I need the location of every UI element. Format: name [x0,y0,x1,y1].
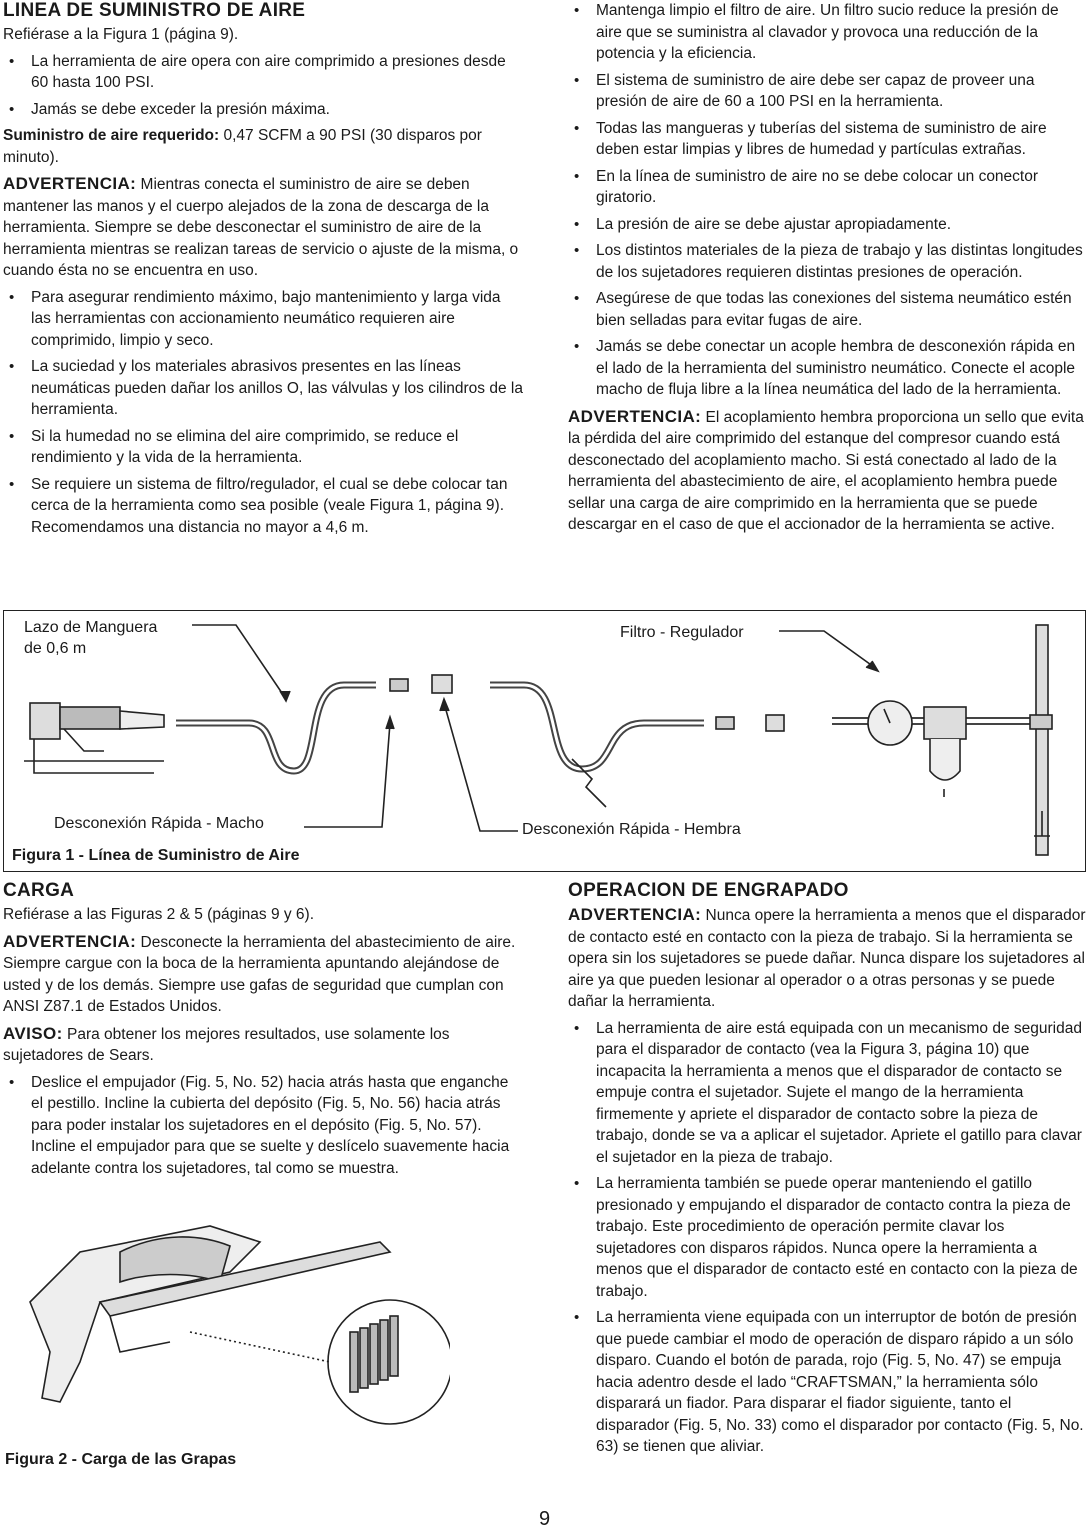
list-item: • Los distintos materiales de la pieza de trabajo y las distintas longitudes de los sujetadores requieren distintas presiones de operación. [568,240,1086,283]
list-item: • Para asegurar rendimiento máximo, bajo mantenimiento y larga vida las herramientas con accionamiento neumático requieren aire comprimido, limpio y seco. [3,287,523,352]
section-linea-suministro-cont [568,0,1086,541]
filter-regulator-label: Filtro - Regulador [620,624,744,641]
figure-reference: Refiérase a la Figura 1 (página 9). [3,26,239,43]
male-coupler-icon [716,717,734,729]
warning-paragraph [568,904,1086,1013]
warning-label: ADVERTENCIA: [568,406,702,426]
figure-reference: Refiérase a las Figuras 2 & 5 (páginas 9 y 6). [3,906,315,923]
hose-2 [490,685,704,769]
filter-regulator-icon [924,707,966,739]
warning-paragraph [3,931,523,1018]
warning-text: Mientras conecta el suministro de aire se deben mantener las manos y el cuerpo alejados de la zona de descarga de la herramienta. Siempre se debe desconectar el suministro de aire de la herramienta mientras se realizan tareas de servicio o ajuste de la misma, o cuando ésta no se encuentra en uso. [3,176,519,279]
list-item: • La herramienta de aire opera con aire comprimido a presiones desde 60 hasta 100 PSI. [3,51,523,94]
hose-loop-label-line2: de 0,6 m [24,640,87,657]
female-coupler-icon [766,715,784,731]
list-item: • La herramienta de aire está equipada con un mecanismo de seguridad para el disparador de contacto (vea la Figura 3, página 10) que incapacita la herramienta a menos que el disparador de contacto se empuje contra el sujetador. Sujete el mango de la herramienta firmemente y apriete el disparador de contacto sobre la pieza de trabajo, donde se va a aplicar el sujetador. Apriete el gatillo para clavar el sujetador en la pieza de trabajo. [568,1018,1086,1169]
figure-1-box [3,610,1086,872]
figure-1-caption: Figura 1 - Línea de Suministro de Aire [12,847,300,864]
air-supply-requirement [3,125,523,168]
list-item: • En la línea de suministro de aire no se debe colocar un conector giratorio. [568,166,1086,209]
list-item: • La herramienta también se puede operar manteniendo el gatillo presionado y empujando el disparador de contacto contra la pieza de trabajo. Este procedimiento de operación permite clavar los sujetadores con disparos rápidos. Nunca opere la herramienta a menos que el disparador de contacto esté en contacto con la pieza de trabajo. [568,1173,1086,1302]
list-item: • Si la humedad no se elimina del aire comprimido, se reduce el rendimiento y la vida de la herramienta. [3,426,523,469]
list-item: • Jamás se debe exceder la presión máxima. [3,99,523,121]
warning-text: Desconecte la herramienta del abastecimiento de aire. Siempre cargue con la boca de la herramienta apuntando alejándose de usted y de los demás. Siempre use gafas de seguridad que cumplan con ANSI Z87.1 de Estados Unidos. [3,933,516,1015]
bullet-list [3,51,523,121]
list-item: • La herramienta viene equipada con un interruptor de botón de presión que puede cambiar el modo de operación de disparo rápido a un sólo disparo. Cuando el botón de parada, rojo (Fig. 5, No. 47) se empuja hacia adentro desde el lado “CRAFTSMAN,” la herramienta sólo disparará un fiador. Para disparar el fiador siguiente, tanto el disparador (Fig. 5, No. 33) como el disparador por contacto (Fig. 5, No. 63) se tienen que aliviar. [568,1307,1086,1458]
notice-paragraph [3,1023,523,1067]
warning-paragraph [3,173,523,282]
list-item: • Se requiere un sistema de filtro/regulador, el cual se debe colocar tan cerca de la herramienta como sea posible (veale Figura 1, página 9). Recomendamos una distancia no mayor a 4,6 m. [3,474,523,539]
list-item: • La suciedad y los materiales abrasivos presentes en las líneas neumáticas pueden dañar los anillos O, las válvulas y los cilindros de la herramienta. [3,356,523,421]
list-item: • El sistema de suministro de aire debe ser capaz de proveer una presión de aire de 60 a 100 PSI en la herramienta. [568,70,1086,113]
section-title: LINEA DE SUMINISTRO DE AIRE [3,0,306,21]
female-coupler-label: Desconexión Rápida - Hembra [522,821,741,838]
bullet-list [3,287,523,539]
figure-2-caption: Figura 2 - Carga de las Grapas [5,1451,237,1468]
list-item: • Jamás se debe conectar un acople hembra de desconexión rápida en el lado de la herramienta del suministro neumático. Conecte el acople macho de fluja libre a la línea neumática del lado de la herramienta. [568,336,1086,401]
bullet-list [568,1018,1086,1458]
list-item: • Mantenga limpio el filtro de aire. Un filtro sucio reduce la presión de aire que se suministra al clavador y provoca una reducción de la potencia y la eficiencia. [568,0,1086,65]
warning-text: El acoplamiento hembra proporciona un sello que evita la pérdida del aire comprimido del estanque del compresor cuando está desconectado del acoplamiento macho. Si está conectado al lado de la herramienta del abastecimiento de aire, el acoplamiento hembra puede sellar una carga de aire comprimido en la herramienta que se puede descargar en el caso de que el accionador de la herramienta se active. [568,408,1084,533]
notice-label: AVISO: [3,1023,63,1043]
bullet-list [568,0,1086,401]
section-carga [3,880,523,1184]
warning-text: Nunca opere la herramienta a menos que el disparador de contacto esté en contacto con la pieza de trabajo. Si la herramienta se opera sin los sujetadores se puede dañar. Nunca dispare los sujetadores al aire ya que pueden lesionar al operador o a otras personas y se puede dañar la herramienta. [568,907,1086,1010]
bullet-list [3,1072,523,1180]
male-coupler-icon [390,679,408,691]
hose-loop-label [24,617,157,659]
section-title: OPERACION DE ENGRAPADO [568,880,849,901]
warning-label: ADVERTENCIA: [3,174,137,193]
male-coupler-label: Desconexión Rápida - Macho [54,815,264,832]
section-title: CARGA [3,880,75,901]
female-coupler-icon [432,675,452,693]
figure-2-illustration [20,1212,450,1432]
section-linea-suministro [3,0,523,543]
notice-text: Para obtener los mejores resultados, use solamente los sujetadores de Sears. [3,1025,450,1064]
warning-label: ADVERTENCIA: [3,931,137,951]
section-operacion [568,880,1086,1463]
list-item: • La presión de aire se debe ajustar apropiadamente. [568,214,1086,236]
supply-text: 0,47 SCFM a 90 PSI (30 disparos por minuto). [3,127,482,166]
nailer-icon [24,703,164,773]
list-item: • Todas las mangueras y tuberías del sistema de suministro de aire deben estar limpias y libres de humedad y partículas extrañas. [568,118,1086,161]
hose-loop-label-line1: Lazo de Manguera [24,619,158,636]
supply-label: Suministro de aire requerido: [3,127,220,144]
warning-paragraph [568,406,1086,536]
list-item: • Deslice el empujador (Fig. 5, No. 52) hacia atrás hasta que enganche el pestillo. Incline la cubierta del depósito (Fig. 5, No. 56) hacia atrás para poder instalar los sujetadores en el depósito (Fig. 5, No. 57). Incline el empujador para que se suelte y deslícelo suavemente hacia adelante contra los sujetadores, tal como se muestra. [3,1072,523,1180]
page-number: 9 [538,1508,551,1530]
list-item: • Asegúrese de que todas las conexiones del sistema neumático estén bien selladas para evitar fugas de aire. [568,288,1086,331]
warning-label: ADVERTENCIA: [568,905,702,924]
